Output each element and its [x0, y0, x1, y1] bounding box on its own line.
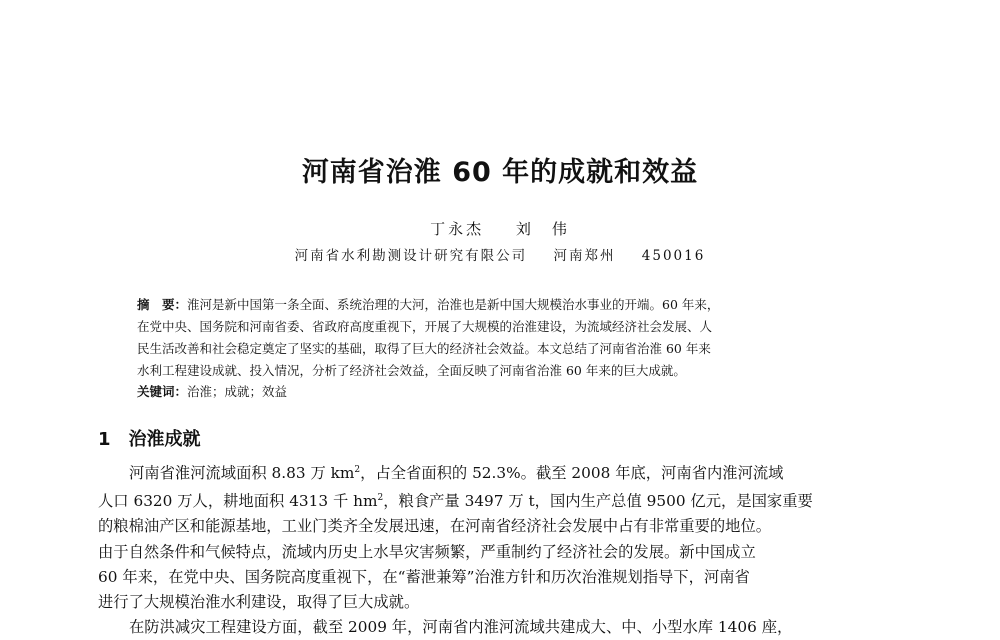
author-name: 丁永杰 — [430, 220, 485, 238]
body-line — [98, 486, 902, 514]
body-text-segment: 河南省淮河流域面积 8.83 万 km — [129, 464, 355, 482]
body-line: 在防洪减灾工程建设方面，截至 2009 年，河南省内淮河流域共建成大、中、小型水库 1406 座， — [129, 618, 793, 637]
abstract-line: 民生活改善和社会稳定奠定了坚实的基础，取得了巨大的经济社会效益。本文总结了河南省治淮 60 年来 — [137, 341, 711, 356]
body-line: 60 年来，在党中央、国务院高度重视下，在“蓄泄兼筹”治淮方针和历次治淮规划指导下，河南省 — [98, 567, 750, 586]
author-list — [0, 218, 1000, 239]
section-title: 治淮成就 — [128, 429, 201, 450]
section-heading — [98, 425, 201, 451]
abstract-text: 淮河是新中国第一条全面、系统治理的大河，治淮也是新中国大规模治水事业的开端。60 年来， — [187, 297, 720, 312]
body-text-segment: ，占全省面积的 52.3%。截至 2008 年底，河南省内淮河流域 — [360, 464, 784, 482]
body-line: 进行了大规模治淮水利建设，取得了巨大成就。 — [98, 593, 420, 612]
keywords — [137, 382, 287, 400]
affiliation-org: 河南省水利勘测设计研究有限公司 — [294, 248, 528, 264]
abstract-label: 摘 要： — [137, 297, 188, 312]
keywords-text: 治淮；成就；效益 — [187, 384, 288, 399]
body-line — [98, 458, 902, 486]
keywords-label: 关键词： — [137, 384, 188, 399]
paper-title: 河南省治淮 60 年的成就和效益 — [301, 157, 699, 188]
abstract — [137, 294, 869, 382]
abstract-line: 在党中央、国务院和河南省委、省政府高度重视下，开展了大规模的治淮建设，为流域经济社会发展、人 — [137, 319, 713, 334]
author-name: 刘 伟 — [515, 220, 570, 238]
body-text — [98, 458, 902, 640]
body-text-segment: 人口 6320 万人，耕地面积 4313 千 hm — [98, 492, 378, 511]
abstract-line — [137, 294, 869, 316]
superscript: 2 — [354, 465, 361, 475]
affiliation-city: 河南郑州 — [553, 248, 616, 264]
section-number: 1 — [98, 429, 111, 450]
affiliation — [0, 244, 1000, 264]
body-text-segment: ，粮食产量 3497 万 t，国内生产总值 9500 亿元，是国家重要 — [383, 492, 813, 511]
abstract-line: 水利工程建设成就、投入情况，分析了经济社会效益，全面反映了河南省治淮 60 年来的巨大成就。 — [137, 363, 686, 378]
body-line: 由于自然条件和气候特点，流域内历史上水旱灾害频繁，严重制约了经济社会的发展。新中国成立 — [98, 542, 756, 561]
superscript: 2 — [377, 493, 384, 504]
body-line: 的粮棉油产区和能源基地，工业门类齐全发展迅速，在河南省经济社会发展中占有非常重要的地位。 — [98, 517, 772, 536]
affiliation-postcode: 450016 — [641, 248, 706, 264]
